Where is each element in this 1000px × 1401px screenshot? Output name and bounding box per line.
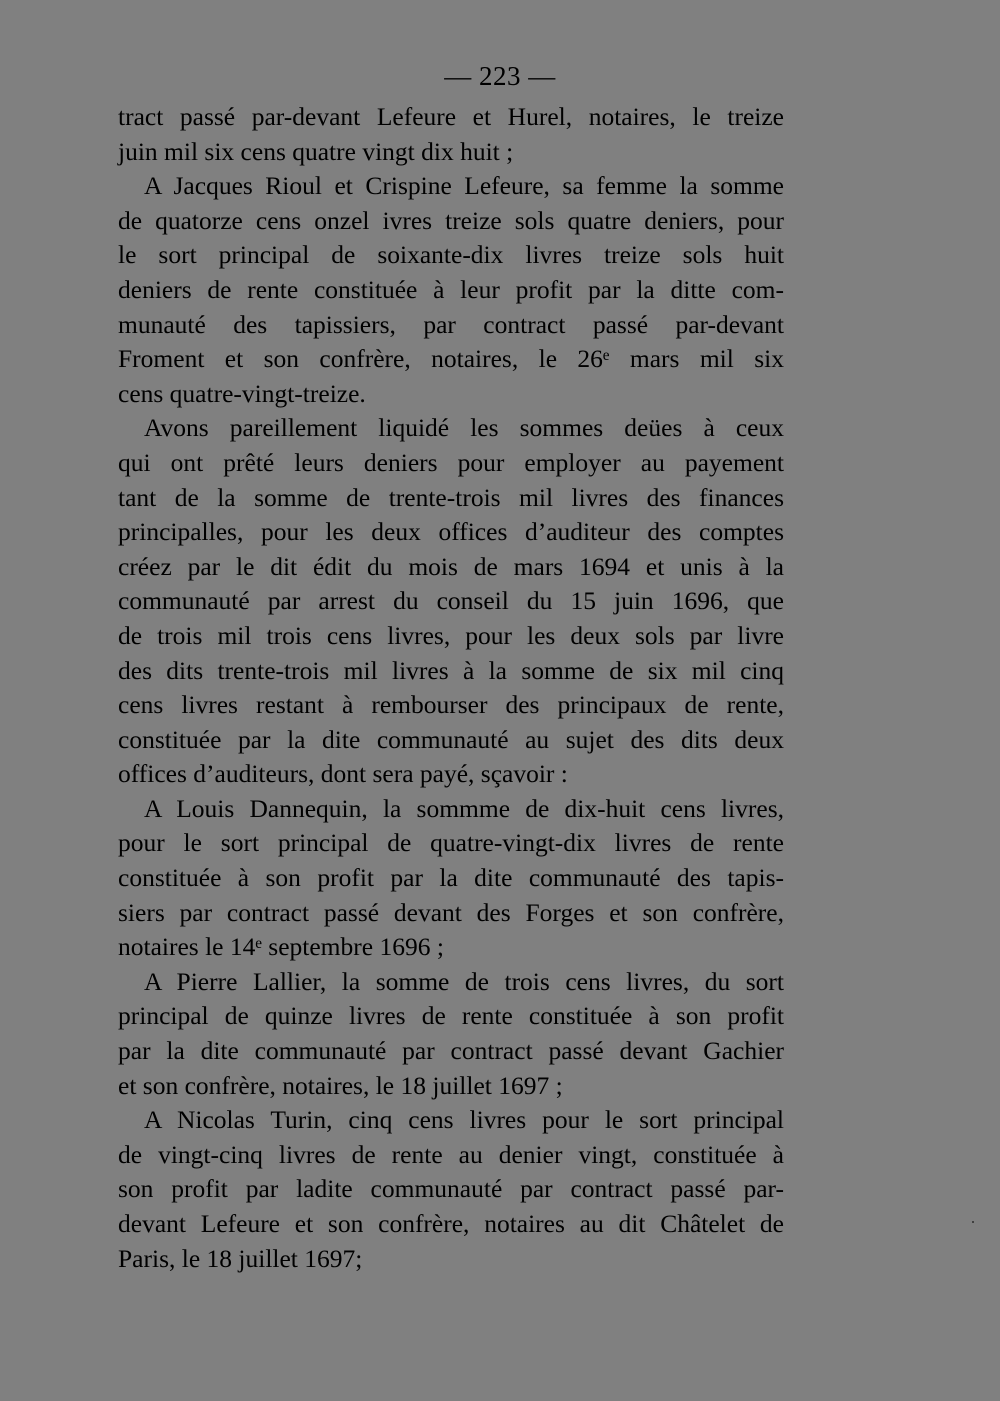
text-line: constituée à son profit par la dite communauté des tapis- (118, 863, 784, 893)
text-line: par la dite communauté par contract passé devant Gachier (118, 1036, 784, 1066)
text-line: de quatorze cens onzel ivres treize sols quatre deniers, pour (118, 205, 784, 235)
text-line: de trois mil trois cens livres, pour les deux sols par livre (118, 620, 784, 650)
text-line: A Jacques Rioul et Crispine Lefeure, sa femme la somme (144, 171, 784, 201)
text-line: principalles, pour les deux offices d’auditeur des comptes (118, 517, 784, 547)
page-number: — 223 — (444, 61, 556, 91)
text-line: siers par contract passé devant des Forges et son confrère, (118, 897, 784, 927)
text-line: principal de quinze livres de rente constituée à son profit (118, 1001, 784, 1031)
text-line: tant de la somme de trente-trois mil livres des finances (118, 482, 784, 512)
text-line: son profit par ladite communauté par contract passé par- (118, 1174, 784, 1204)
text-line: A Louis Dannequin, la sommme de dix-huit cens livres, (144, 793, 784, 823)
text-line: munauté des tapissiers, par contract passé par-devant (118, 309, 784, 339)
body-text (118, 100, 784, 1276)
text-line: pour le sort principal de quatre-vingt-dix livres de rente (118, 828, 784, 858)
text-line: notaires le 14ᵉ septembre 1696 ; (118, 932, 444, 962)
text-line: A Nicolas Turin, cinq cens livres pour le sort principal (144, 1105, 784, 1135)
scan-speck (972, 1221, 974, 1223)
text-line: offices d’auditeurs, dont sera payé, sçavoir : (118, 759, 568, 789)
text-line: Avons pareillement liquidé les sommes deües à ceux (144, 413, 784, 443)
text-line: A Pierre Lallier, la somme de trois cens livres, du sort (144, 966, 784, 996)
text-line: le sort principal de soixante-dix livres treize sols huit (118, 240, 784, 270)
text-line: deniers de rente constituée à leur profit par la ditte com- (118, 274, 784, 304)
text-line: créez par le dit édit du mois de mars 1694 et unis à la (118, 551, 784, 581)
text-line: constituée par la dite communauté au sujet des dits deux (118, 724, 784, 754)
text-line: des dits trente-trois mil livres à la somme de six mil cinq (118, 655, 784, 685)
text-line: communauté par arrest du conseil du 15 juin 1696, que (118, 586, 784, 616)
text-line: tract passé par-devant Lefeure et Hurel, notaires, le treize (118, 102, 784, 131)
text-line: et son confrère, notaires, le 18 juillet 1697 ; (118, 1070, 563, 1100)
text-line: cens quatre-vingt-treize. (118, 378, 366, 408)
text-line: Froment et son confrère, notaires, le 26ᵉ mars mil six (118, 344, 784, 374)
text-line: devant Lefeure et son confrère, notaires au dit Châtelet de (118, 1209, 784, 1238)
text-line: de vingt-cinq livres de rente au denier vingt, constituée à (118, 1139, 784, 1169)
text-line: juin mil six cens quatre vingt dix huit ; (118, 136, 514, 166)
text-line: Paris, le 18 juillet 1697; (118, 1243, 363, 1273)
text-line: cens livres restant à rembourser des principaux de rente, (118, 690, 784, 720)
text-line: qui ont prêté leurs deniers pour employer au payement (118, 447, 784, 477)
